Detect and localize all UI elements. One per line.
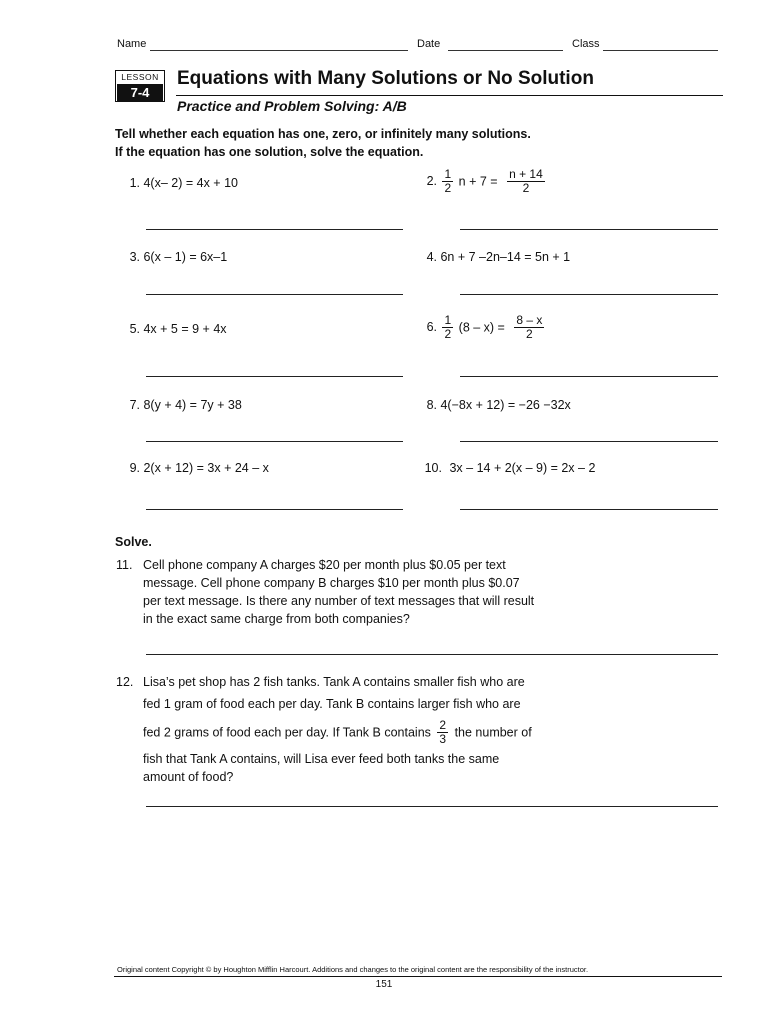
answer-line-5[interactable] xyxy=(146,376,403,377)
problem-number: 3. xyxy=(129,250,140,264)
problem-10 xyxy=(420,461,595,475)
answer-line-6[interactable] xyxy=(460,376,718,377)
problem-12-text: Lisa’s pet shop has 2 fish tanks. Tank A contains smaller fish who are fed 1 gram of food each per day. Tank B contains larger fish who are fed 2 grams of food each per day. If Tank B contains $\frac{2}{3}$ the number of fish that Tank A contains, will Lisa ever feed both tanks the same amount of food? xyxy=(143,675,532,784)
answer-line-8[interactable] xyxy=(460,441,718,442)
problem-number: 1. xyxy=(129,176,140,190)
problem-number: 4. xyxy=(426,250,437,264)
answer-line-11[interactable] xyxy=(146,654,718,655)
instructions-line-1: Tell whether each equation has one, zero, or infinitely many solutions. xyxy=(115,127,531,141)
equation: 8(y + 4) = 7y + 38 xyxy=(143,398,242,412)
answer-line-7[interactable] xyxy=(146,441,403,442)
page-title: Equations with Many Solutions or No Solution xyxy=(177,68,594,89)
problem-8 xyxy=(415,398,571,412)
title-divider xyxy=(176,95,723,96)
name-field[interactable] xyxy=(150,50,408,51)
problem-5 xyxy=(118,322,227,336)
footer-divider xyxy=(114,976,722,977)
problem-number: 9. xyxy=(129,461,140,475)
problem-number: 10. xyxy=(424,461,442,475)
date-label: Date xyxy=(417,38,441,50)
problem-11-text: Cell phone company A charges $20 per month plus $0.05 per text message. Cell phone company B charges $10 per month plus $0.07 per text message. Is there any number of text messages that will result in the exact same charge from both companies? xyxy=(143,558,535,626)
name-label: Name xyxy=(117,38,147,50)
problem-number: 7. xyxy=(129,398,140,412)
equation-middle: (8 – x) = xyxy=(458,320,505,335)
equation: 3x – 14 + 2(x – 9) = 2x – 2 xyxy=(449,461,596,475)
problem-6 xyxy=(415,314,546,341)
problem-number: 12. xyxy=(116,675,134,689)
answer-line-10[interactable] xyxy=(460,509,718,510)
lesson-label: LESSON xyxy=(121,72,159,82)
problem-number: 2. xyxy=(426,173,437,188)
problem-12 xyxy=(116,673,133,691)
equation-middle: n + 7 = xyxy=(458,174,498,189)
problem-7 xyxy=(118,398,242,412)
answer-line-2[interactable] xyxy=(460,229,718,230)
problem-number: 6. xyxy=(426,319,437,334)
answer-line-3[interactable] xyxy=(146,294,403,295)
problem-1 xyxy=(118,176,238,190)
fraction: $\frac{2}{3}$ xyxy=(439,718,447,746)
equation: 4x + 5 = 9 + 4x xyxy=(143,322,227,336)
equation: 6n + 7 –2n–14 = 5n + 1 xyxy=(440,250,571,264)
copyright-note: Original content Copyright © by Houghton Mifflin Harcourt. Additions and changes to the original content are the responsibility of the instructor. xyxy=(117,965,589,974)
equation: 4(x– 2) = 4x + 10 xyxy=(143,176,238,190)
problem-3 xyxy=(118,250,227,264)
answer-line-4[interactable] xyxy=(460,294,718,295)
problem-2 xyxy=(415,168,547,195)
section-heading: Solve. xyxy=(115,535,152,549)
equation: 6(x – 1) = 6x–1 xyxy=(143,250,228,264)
class-field[interactable] xyxy=(603,50,718,51)
instructions-line-2: If the equation has one solution, solve the equation. xyxy=(115,145,424,159)
fraction-rhs: $\frac{8 - x}{2}$ xyxy=(516,313,543,341)
page-subtitle: Practice and Problem Solving: A/B xyxy=(177,98,407,114)
lesson-number: 7-4 xyxy=(117,84,163,101)
answer-line-9[interactable] xyxy=(146,509,403,510)
lesson-badge xyxy=(115,70,165,102)
fraction: $\frac{1}{2}$ xyxy=(444,167,452,195)
equation: 4(−8x + 12) = −26 −32x xyxy=(440,398,571,412)
problem-4 xyxy=(415,250,570,264)
date-field[interactable] xyxy=(448,50,563,51)
class-label: Class xyxy=(572,38,600,50)
problem-11 xyxy=(116,556,132,574)
page-number: 151 xyxy=(375,979,393,990)
problem-number: 5. xyxy=(129,322,140,336)
problem-9 xyxy=(118,461,269,475)
fraction-rhs: $\frac{n + 14}{2}$ xyxy=(509,167,543,195)
equation: 2(x + 12) = 3x + 24 – x xyxy=(143,461,269,475)
problem-number: 8. xyxy=(426,398,437,412)
answer-line-1[interactable] xyxy=(146,229,403,230)
answer-line-12[interactable] xyxy=(146,806,718,807)
fraction: $\frac{1}{2}$ xyxy=(444,313,452,341)
problem-number: 11. xyxy=(116,558,133,572)
